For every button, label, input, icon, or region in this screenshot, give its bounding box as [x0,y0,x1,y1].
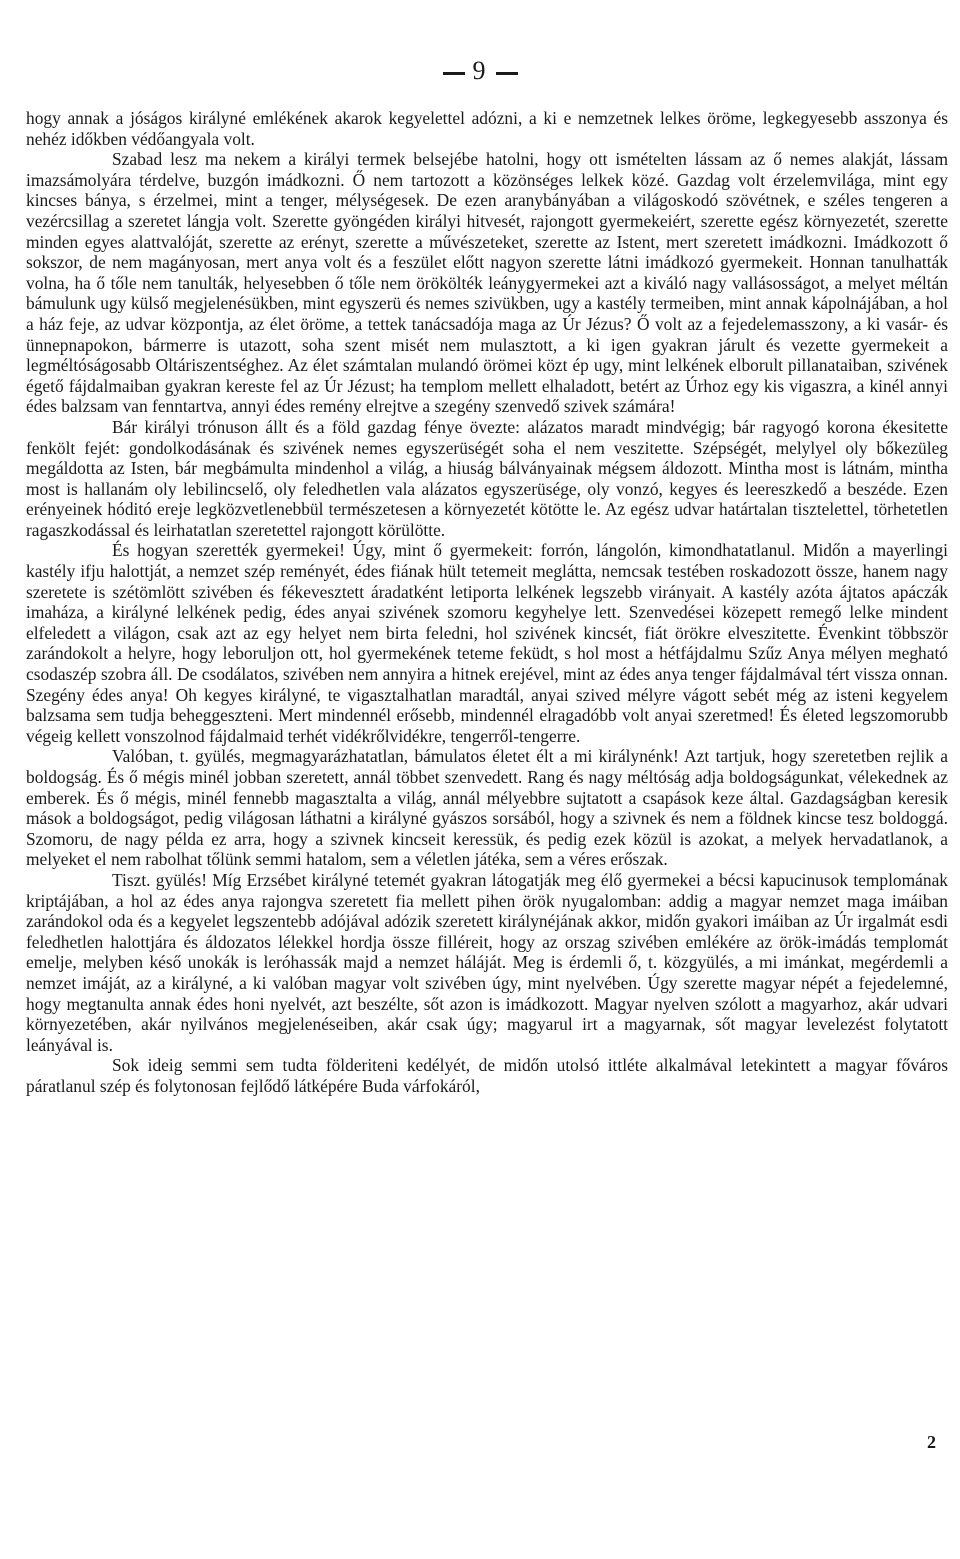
paragraph-4: És hogyan szerették gyermekei! Úgy, mint ő gyermekeit: forrón, lángolón, kimondhatatlanul. Midőn a mayerlingi kastély ifju halottját, a nemzet szép reményét, édes fiának hült tetemeit meglátta, nemcsak testében roskadozott össze, hanem nagy szeretete is szétömlött szivében és fékevesztett áradatként letiporta lelkének legszebb virányait. A kastély azóta ájtatos apáczák imaháza, a királyné lelkének pedig, édes anyai szivének szomoru kegyhelye lett. Szenvedései közepett remegő lelke mindent elfeledett a világon, csak azt az egy helyet nem birta feledni, hol szivének kincsét, fiát örökre elveszitette. Évenkint többször zarándokolt a helyre, hogy leboruljon ott, hol gyermekének teteme feküdt, s hol most a hétfájdalmu Szűz Anya mélyen megható csodaszép szobra áll. De csodálatos, szivében nem annyira a hitnek erejével, mint az édes anya tenger fájdalmával tért vissza onnan. Szegény édes anya! Oh kegyes királyné, te vigasztalhatlan maradtál, anyai szived mélyre vágott sebét még az isteni kegyelem balzsama sem tudja beheggeszteni. Mert mindennél erősebb, mindennél elragadóbb volt anyai szeretmed! És életed legszomorubb végeig kellett vonszolnod fájdalmaid terhét vidékrőlvidékre, tengerről-tengerre. [26,540,948,746]
paragraph-5: Valóban, t. gyülés, megmagyarázhatatlan, bámulatos életet élt a mi királynénk! Azt tartjuk, hogy szeretetben rejlik a boldogság. És ő mégis minél jobban szeretett, annál többet szenvedett. Rang és nagy méltóság adja boldogságunkat, vélekednek az emberek. És ő mégis, minél fennebb magasztalta a világ, annál mélyebbre sujtatott a csapások keze által. Gazdagságban keresik mások a boldogságot, pedig világosan láthatni a királyné gyászos sorsából, hogy a szivnek és nem a földnek kincse tesz boldoggá. Szomoru, de nagy példa ez arra, hogy a szivnek kincseit keressük, és pedig ezek közül is azokat, a melyek hervadatlanok, a melyeket el nem rabolhat tőlünk semmi hatalom, sem a véletlen játéka, sem a véres erőszak. [26,746,948,870]
paragraph-1: hogy annak a jóságos királyné emlékének akarok kegyelettel adózni, a ki e nemzetnek lelkes öröme, legkegyesebb asszonya és nehéz időkben védőangyala volt. [26,108,948,149]
page-number-dash-left [443,72,465,75]
paragraph-7: Sok ideig semmi sem tudta földeriteni kedélyét, de midőn utolsó ittléte alkalmával letekintett a magyar főváros páratlanul szép és folytonosan fejlődő látképére Buda várfokáról, [26,1055,948,1096]
paragraph-6: Tiszt. gyülés! Míg Erzsébet királyné tetemét gyakran látogatják meg élő gyermekei a bécsi kapucinusok templomának kriptájában, a hol az édes anya rajongva szeretett fia mellett pihen örök nyugalomban: addig a magyar nemzet maga imáiban zarándokol oda és a kegyelet legszentebb adójával adózik szeretett királynéjának akkor, midőn gyakori imáiban az Úr irgalmát esdi feledhetlen halottjára és áldozatos lélekkel hordja össze filléreit, hogy az orszag szivében emlékére az örök-imádás templomát emelje, melyben késő unokák is leróhassák majd a nemzet háláját. Meg is érdemli ő, t. közgyülés, a mi imánkat, megérdemli a nemzet imáját, az a királyné, a ki valóban magyar volt szivében úgy, mint nyelvében. Úgy szerette magyar népét a fejedelemné, hogy megtanulta annak édes honi nyelvét, azt beszélte, sőt azon is imádkozott. Magyar nyelven szólott a magyarhoz, akár udvari környezetében, akár nyilvános megjelenéseiben, akár csak úgy; magyarul irt a magyarnak, sőt magyar levelezést folytatott leányával is. [26,869,948,1055]
page-number-value: 9 [472,56,488,85]
page-number-dash-right [496,72,518,75]
printer-signature-mark: 2 [927,1432,936,1452]
paragraph-3: Bár királyi trónuson állt és a föld gazdag fénye övezte: alázatos maradt mindvégig; bár ragyogó korona ékesitette fenkölt fejét: gondolkodásának és szivének nemes egyszerüségét soha el nem veszitette. Szépségét, melylyel oly bőkezüleg megáldotta az Isten, bár megbámulta mindenhol a világ, a hiuság bálványainak mégsem áldozott. Mintha most is látnám, mintha most is hallanám oly lebilincselő, oly feledhetlen vala alázatos egyszerüsége, oly vonzó, kegyes és leereszkedő a beszéde. Ezen erényeinek hóditó ereje legközvetlenebbül természetesen a környezetét kötötte le. Az egész udvar határtalan tisztelettel, törhetetlen ragaszkodással és leirhatatlan szeretettel rajongott körülötte. [26,416,948,540]
page-number [0,56,960,86]
paragraph-2: Szabad lesz ma nekem a királyi termek belsejébe hatolni, hogy ott ismételten lássam az ő nemes alakját, lássam imazsámolyára térdelve, buzgón imádkozni. Ő nem tartozott a közönséges lelkek közé. Gazdag volt érzelemvilága, mint egy kincses bánya, s érzelmei, mint a tenger, mélységesek. De ezen aranybányában a világoskodó szövétnek, e széles tengeren a vezércsillag a szeretet lángja volt. Szerette gyöngéden királyi hitvesét, rajongott gyermekeiért, szerette egész környezetét, szerette minden egyes alattvalóját, szerette az erényt, szerette a művészeteket, szerette az Istent, mert szeretett imádkozni. Imádkozott ő sokszor, de nem magányosan, mert anya volt és a feszület előtt nagyon szerette látni imádkozó gyermekeit. Honnan tanulhatták volna, ha ő tőle nem tanulták, helyesebben ő tőle nem örökölték leánygyermekei azt a kiváló nagy vallásosságot, a melyet méltán bámulunk ugy külső megjelenésükben, mint egyszerü és nemes szivükben, ugy a kastély termeiben, mint annak kápolnájában, a hol a ház feje, az udvar központja, az élet öröme, a tettek tanácsadója maga az Úr Jézus? Ő volt az a fejedelemasszony, a ki vasár- és ünnepnapokon, bármerre is utazott, soha szent misét nem mulasztott, a ki igen gyakran járult és vezette gyermekeit a legméltóságosabb Oltáriszentséghez. Az élet számtalan mulandó örömei közt ép ugy, mint lelkének elborult pillanataiban, szivének égető fájdalmaiban gyakran kereste fel az Úr Jézust; ha templom mellett elhaladott, betért az Úrhoz egy kis vigaszra, a kinél annyi édes balzsam van fenntartva, annyi édes remény elrejtve a szegény szenvedő szivek számára! [26,149,948,417]
body-text [26,108,948,1097]
